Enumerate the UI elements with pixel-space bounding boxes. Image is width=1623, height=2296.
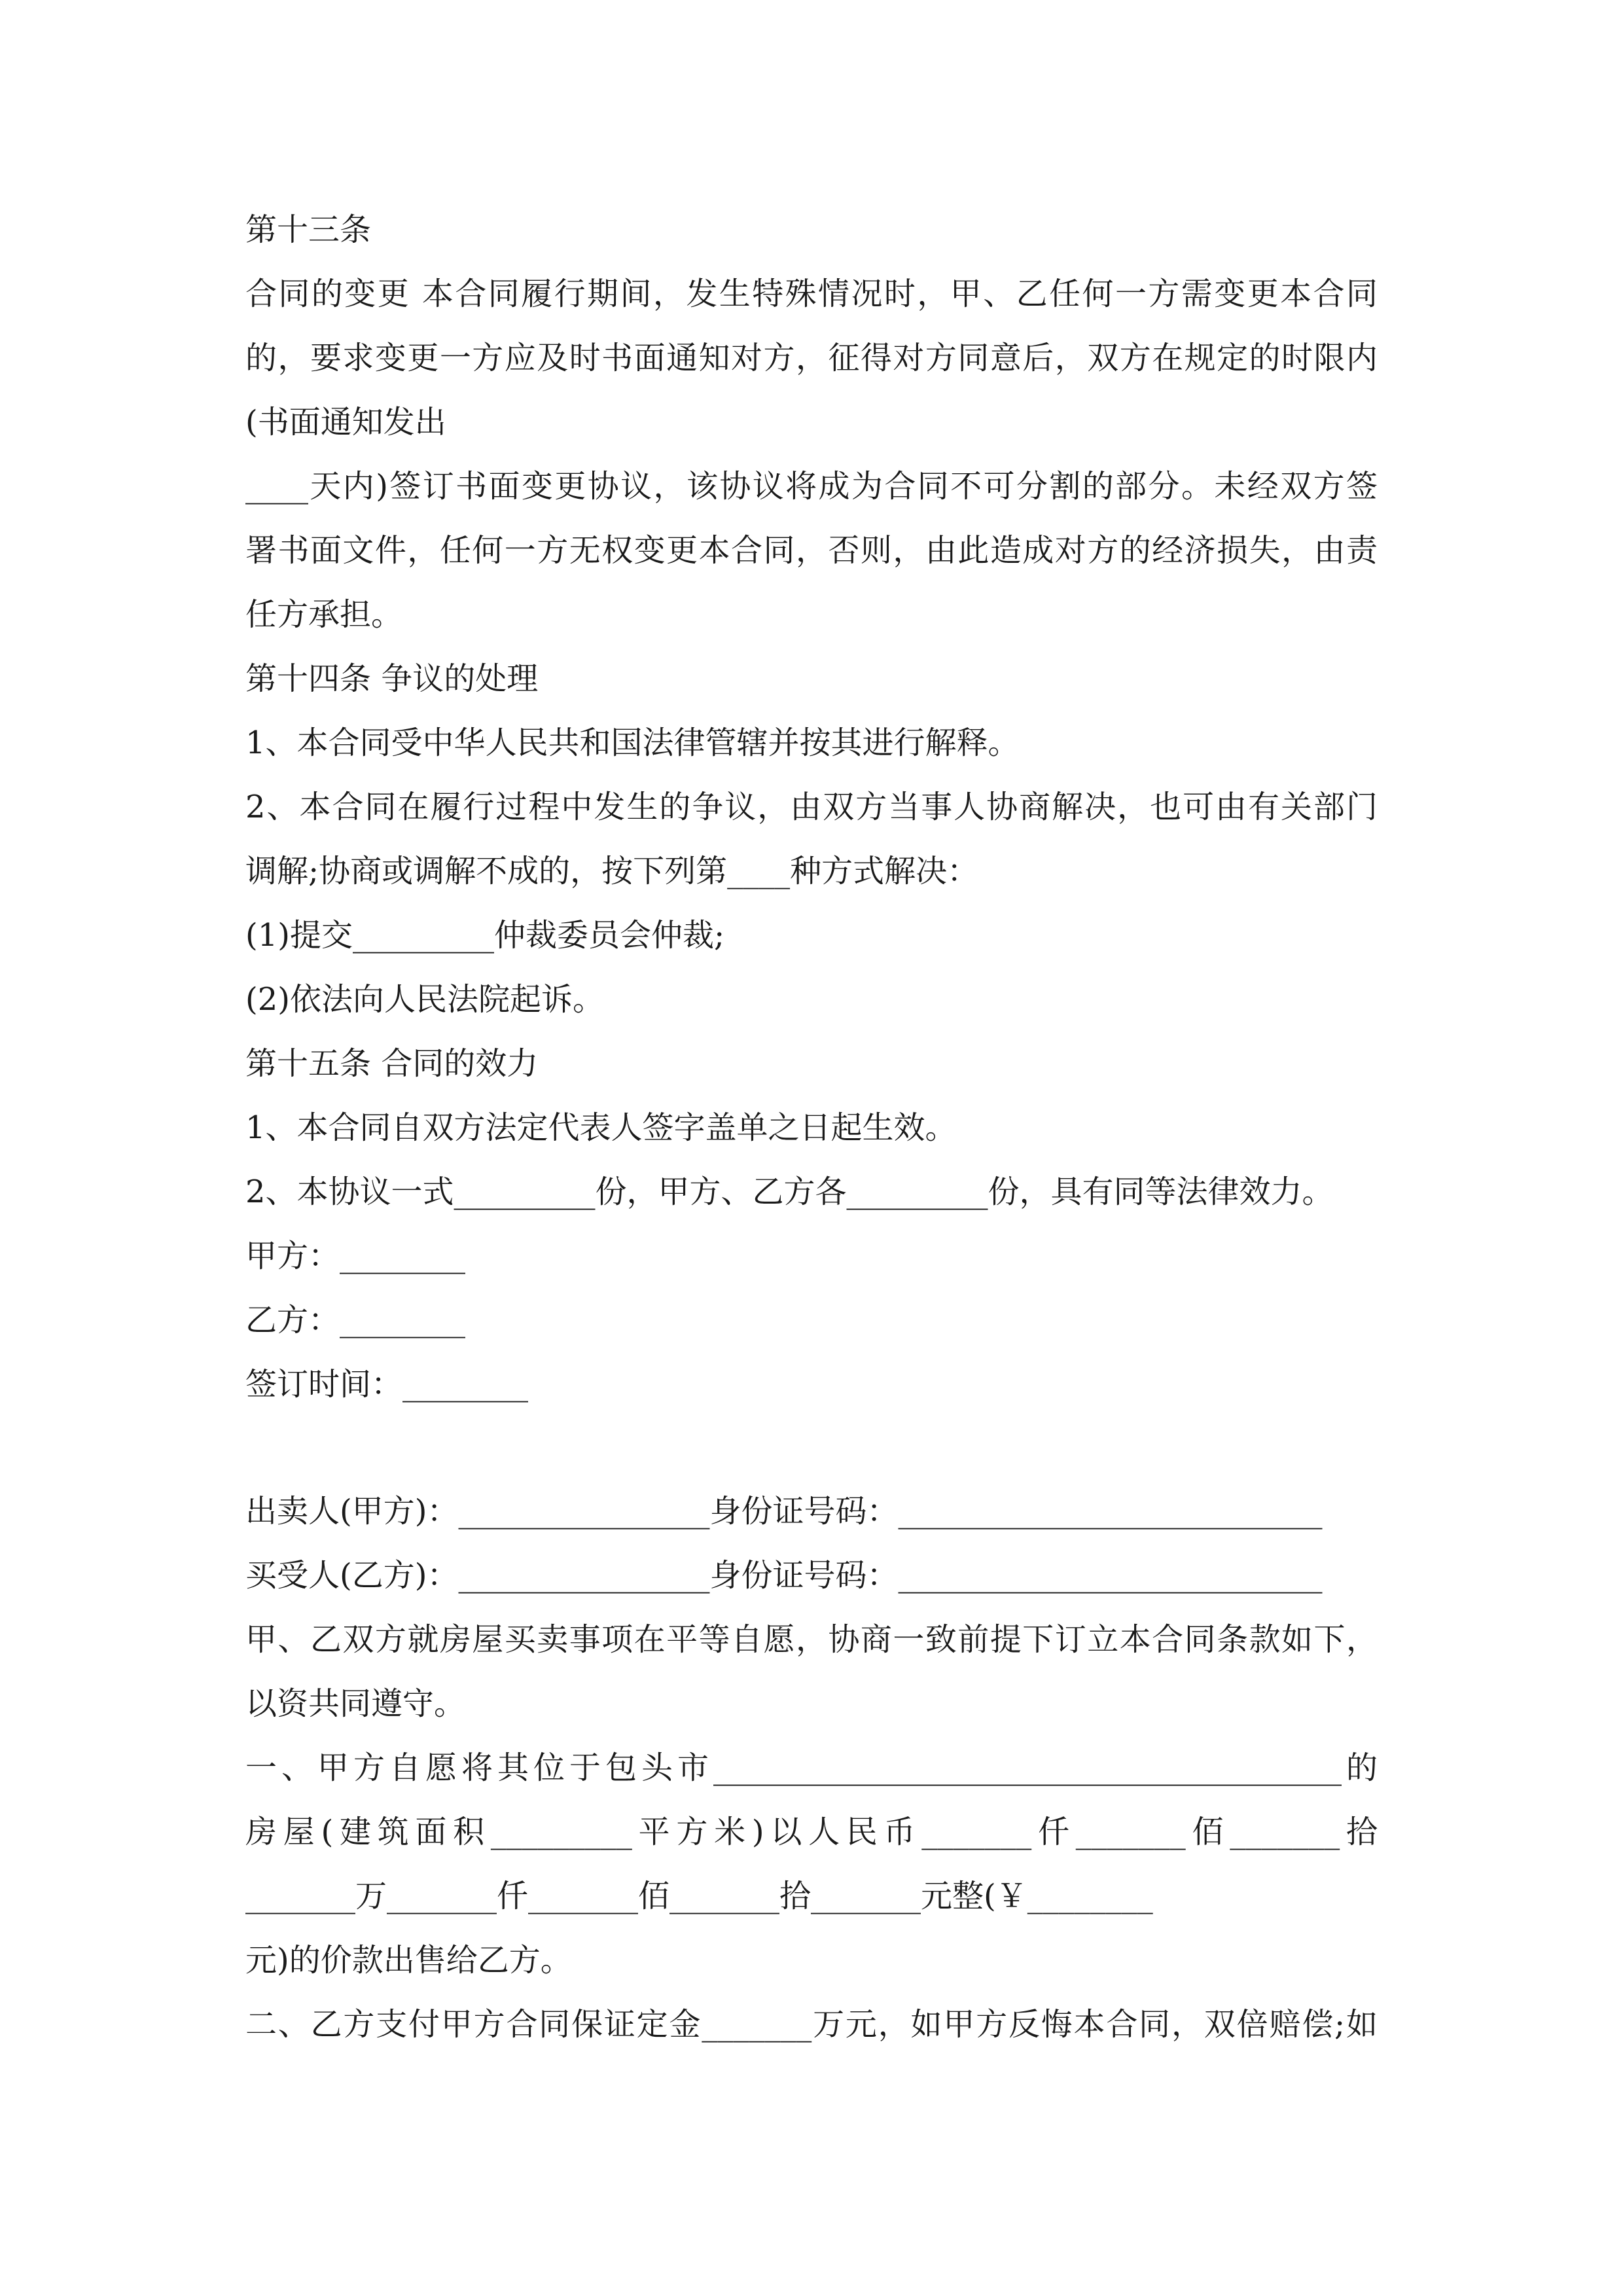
paragraph-line: 任方承担。 xyxy=(245,596,403,633)
signing-date-line: 签订时间：________ xyxy=(245,1366,529,1403)
paragraph-line: 署书面文件，任何一方无权变更本合同，否则，由此造成对方的经济损失，由责 xyxy=(245,532,1378,569)
party-b-signature-line: 乙方：________ xyxy=(245,1302,466,1338)
paragraph-line: 2、本协议一式_________份，甲方、乙方各_________份，具有同等法律效力。 xyxy=(245,1174,1334,1210)
paragraph-line: 二、乙方支付甲方合同保证定金_______万元，如甲方反悔本合同，双倍赔偿;如 xyxy=(245,2006,1378,2043)
paragraph-line: 合同的变更 本合同履行期间，发生特殊情况时，甲、乙任何一方需变更本合同 xyxy=(245,276,1378,312)
paragraph-line: ____天内)签订书面变更协议，该协议将成为合同不可分割的部分。未经双方签 xyxy=(245,468,1378,505)
paragraph-line: (书面通知发出 xyxy=(245,404,446,440)
paragraph-line: 房屋(建筑面积_________平方米)以人民币_______仟_______佰_______拾 xyxy=(245,1814,1378,1850)
buyer-line: 买受人(乙方)：________________身份证号码：___________________________ xyxy=(245,1557,1323,1594)
paragraph-line: 以资共同遵守。 xyxy=(245,1685,466,1722)
paragraph-line: 2、本合同在履行过程中发生的争议，由双方当事人协商解决，也可由有关部门 xyxy=(245,789,1378,825)
paragraph-line: 甲、乙双方就房屋买卖事项在平等自愿，协商一致前提下订立本合同条款如下， xyxy=(245,1621,1378,1658)
paragraph-line: 调解;协商或调解不成的，按下列第____种方式解决： xyxy=(245,853,979,889)
paragraph-line: (2)依法向人民法院起诉。 xyxy=(245,981,604,1018)
paragraph-line: 的，要求变更一方应及时书面通知对方，征得对方同意后，双方在规定的时限内 xyxy=(245,340,1378,376)
paragraph-line: 元)的价款出售给乙方。 xyxy=(245,1942,572,1979)
document-body xyxy=(245,198,1378,2056)
paragraph-line: _______万_______仟_______佰_______拾_______元整(￥________ xyxy=(245,1878,1153,1914)
article-13-heading: 第十三条 xyxy=(245,211,372,248)
party-a-signature-line: 甲方：________ xyxy=(245,1238,466,1274)
paragraph-line: (1)提交_________仲裁委员会仲裁; xyxy=(245,917,725,954)
article-15-heading: 第十五条 合同的效力 xyxy=(245,1045,539,1082)
section-gap xyxy=(245,1416,1378,1479)
article-14-heading: 第十四条 争议的处理 xyxy=(245,660,539,697)
seller-line: 出卖人(甲方)：________________身份证号码：___________________________ xyxy=(245,1493,1323,1530)
paragraph-line: 1、本合同自双方法定代表人签字盖单之日起生效。 xyxy=(245,1109,957,1146)
paragraph-line: 一、甲方自愿将其位于包头市________________________________________的 xyxy=(245,1749,1378,1786)
paragraph-line: 1、本合同受中华人民共和国法律管辖并按其进行解释。 xyxy=(245,725,1020,761)
